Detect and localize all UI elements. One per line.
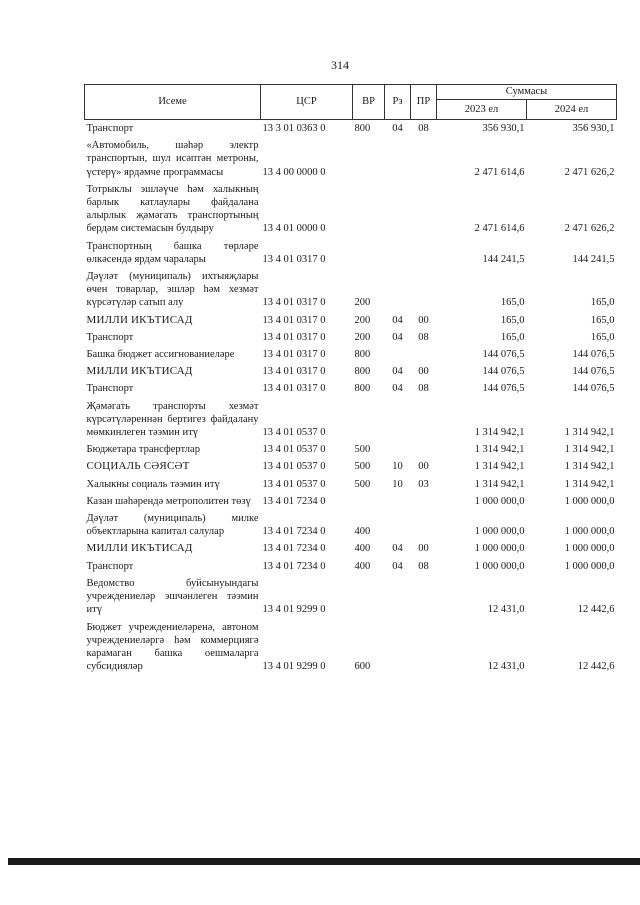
row-rz: 10	[392, 461, 403, 473]
table-row	[85, 558, 617, 575]
row-sum-2023: 1 314 942,1	[474, 461, 525, 473]
row-rz: 04	[392, 543, 403, 555]
row-rz	[385, 268, 411, 312]
row-vr: 500	[354, 461, 371, 473]
row-csr: 13 4 01 0317 0	[262, 314, 326, 326]
table-row	[85, 441, 617, 458]
header-year-2024: 2024 ел	[527, 100, 617, 120]
row-name: Транспортның башка төрләре өлкәсендә ярдәм чаралары	[86, 240, 259, 265]
row-csr: 13 4 01 9299 0	[262, 661, 326, 673]
row-name: Дәүләт (муниципаль) ихтыяҗлары өчен товарлар, эшләр һәм хезмәт күрсәтүләр сатып алу	[86, 271, 259, 309]
header-pr: ПР	[411, 85, 437, 120]
row-csr: 13 4 01 7234 0	[262, 526, 326, 538]
row-vr: 500	[354, 444, 371, 456]
row-pr: 08	[418, 383, 429, 395]
row-vr	[353, 181, 385, 238]
row-csr: 13 4 01 0317 0	[262, 297, 326, 309]
row-rz	[385, 510, 411, 540]
row-sum-2023: 165,0	[500, 314, 525, 326]
row-rz: 04	[392, 383, 403, 395]
row-csr: 13 4 00 0000 0	[262, 166, 326, 178]
row-pr	[411, 238, 437, 268]
row-name: Дәүләт (муниципаль) милке объектларына капитал салулар	[86, 513, 259, 538]
row-sum-2023: 1 000 000,0	[474, 560, 525, 572]
row-csr: 13 4 01 0317 0	[262, 383, 326, 395]
row-vr: 800	[354, 349, 371, 361]
row-name: Тотрыклы эшләүче һәм халыкның барлык катлаулары файдалана алырлык җәмәгать транспортының бердәм системасын булдыру	[86, 183, 259, 235]
row-pr: 08	[418, 331, 429, 343]
header-name: Исеме	[85, 85, 261, 120]
row-name: «Автомобиль, шәһәр электр транспортын, шул исәптән метроны, үстерү» ярдәмче программасы	[86, 140, 259, 178]
row-pr	[411, 441, 437, 458]
row-pr	[411, 181, 437, 238]
row-vr	[353, 238, 385, 268]
row-vr: 200	[354, 331, 371, 343]
row-sum-2024: 356 930,1	[572, 123, 615, 134]
row-sum-2023: 165,0	[500, 297, 525, 309]
row-pr: 03	[418, 478, 429, 490]
row-sum-2024: 2 471 626,2	[564, 166, 615, 178]
row-sum-2023: 144 076,5	[482, 366, 525, 378]
row-rz	[385, 441, 411, 458]
table-row	[85, 238, 617, 268]
table-row	[85, 458, 617, 475]
row-pr: 00	[418, 366, 429, 378]
row-sum-2023: 1 000 000,0	[474, 543, 525, 555]
table-row	[85, 476, 617, 493]
row-rz: 04	[392, 366, 403, 378]
row-vr	[353, 137, 385, 181]
row-rz	[385, 181, 411, 238]
row-sum-2024: 144 076,5	[572, 366, 615, 378]
row-vr: 200	[354, 297, 371, 309]
row-rz	[385, 346, 411, 363]
row-vr: 600	[354, 661, 371, 673]
table-row	[85, 120, 617, 138]
row-pr	[411, 619, 437, 676]
row-rz	[385, 619, 411, 676]
row-vr: 400	[354, 543, 371, 555]
row-sum-2024: 165,0	[590, 314, 615, 326]
row-rz: 04	[392, 314, 403, 326]
row-rz: 10	[392, 478, 403, 490]
header-vr: ВР	[353, 85, 385, 120]
row-rz: 04	[392, 123, 403, 134]
row-sum-2023: 1 000 000,0	[474, 526, 525, 538]
row-name: Транспорт	[86, 560, 134, 572]
row-rz	[385, 398, 411, 442]
table-row	[85, 312, 617, 329]
row-rz	[385, 137, 411, 181]
row-sum-2024: 1 314 942,1	[564, 427, 615, 439]
row-pr	[411, 346, 437, 363]
row-name: Халыкны социаль тәэмин итү	[86, 478, 220, 490]
row-vr: 800	[354, 366, 371, 378]
row-rz: 04	[392, 560, 403, 572]
row-rz: 04	[392, 331, 403, 343]
row-csr: 13 4 01 0537 0	[262, 461, 326, 473]
table-row	[85, 540, 617, 557]
table-row	[85, 268, 617, 312]
row-sum-2024: 1 000 000,0	[564, 526, 615, 538]
row-pr: 00	[418, 543, 429, 555]
row-name: Башка бюджет ассигнованиеләре	[86, 349, 235, 361]
row-name: Транспорт	[86, 383, 134, 395]
row-vr: 400	[354, 560, 371, 572]
row-name: МИЛЛИ ИКЪТИСАД	[86, 365, 193, 378]
row-pr	[411, 137, 437, 181]
row-csr: 13 4 01 0537 0	[262, 427, 326, 439]
row-vr	[353, 493, 385, 510]
row-sum-2023: 144 076,5	[482, 383, 525, 395]
row-sum-2023: 12 431,0	[487, 604, 525, 616]
header-year-2023: 2023 ел	[437, 100, 527, 120]
row-csr: 13 4 01 7234 0	[262, 543, 326, 555]
row-sum-2023: 165,0	[500, 331, 525, 343]
budget-table	[84, 84, 617, 675]
row-name: Казан шәһәрендә метрополитен төзү	[86, 495, 251, 507]
row-pr	[411, 575, 437, 619]
table-row	[85, 619, 617, 676]
row-sum-2023: 2 471 614,6	[474, 223, 525, 235]
row-csr: 13 4 01 0000 0	[262, 223, 326, 235]
table-row	[85, 380, 617, 397]
row-pr: 00	[418, 461, 429, 473]
row-sum-2024: 12 442,6	[577, 604, 615, 616]
header-sums: Суммасы	[437, 85, 617, 100]
row-name: Бюджет учреждениеләренә, автоном учреждениеләргә һәм коммерциягә карамаган башка оешмаларга субсидияләр	[86, 621, 259, 673]
header-rz: Рз	[385, 85, 411, 120]
row-name: Җәмәгать транспорты хезмәт күрсәтүләреннән бертигез файдалану мөмкинлеген тәэмин итү	[86, 400, 259, 439]
row-pr	[411, 268, 437, 312]
row-rz	[385, 238, 411, 268]
row-name: Ведомство буйсынуындагы учреждениеләр эшчәнлеген тәэмин итү	[86, 577, 259, 616]
row-csr: 13 4 01 0317 0	[262, 331, 326, 343]
table-row	[85, 329, 617, 346]
row-vr	[353, 575, 385, 619]
row-sum-2024: 144 076,5	[572, 383, 615, 395]
row-sum-2023: 356 930,1	[482, 123, 525, 134]
row-name: МИЛЛИ ИКЪТИСАД	[86, 313, 193, 326]
row-name: МИЛЛИ ИКЪТИСАД	[86, 542, 193, 555]
row-sum-2024: 165,0	[590, 297, 615, 309]
footer-bar	[8, 858, 640, 865]
row-sum-2023: 12 431,0	[487, 661, 525, 673]
row-sum-2023: 2 471 614,6	[474, 166, 525, 178]
row-sum-2023: 1 314 942,1	[474, 427, 525, 439]
row-csr: 13 4 01 0317 0	[262, 349, 326, 361]
row-sum-2024: 1 314 942,1	[564, 444, 615, 456]
row-pr: 00	[418, 314, 429, 326]
row-vr: 400	[354, 526, 371, 538]
table-row	[85, 137, 617, 181]
row-pr	[411, 398, 437, 442]
row-sum-2024: 1 314 942,1	[564, 461, 615, 473]
row-pr	[411, 493, 437, 510]
row-csr: 13 4 01 0317 0	[262, 366, 326, 378]
row-sum-2023: 144 241,5	[482, 253, 525, 265]
row-sum-2024: 165,0	[590, 331, 615, 343]
row-pr: 08	[418, 123, 429, 134]
row-csr: 13 4 01 0537 0	[262, 478, 326, 490]
row-csr: 13 4 01 0537 0	[262, 444, 326, 456]
table-row	[85, 575, 617, 619]
row-rz	[385, 575, 411, 619]
row-sum-2024: 144 241,5	[572, 253, 615, 265]
header-csr: ЦСР	[261, 85, 353, 120]
row-rz	[385, 493, 411, 510]
row-sum-2023: 144 076,5	[482, 349, 525, 361]
page-number: 314	[331, 58, 349, 72]
row-csr: 13 4 01 7234 0	[262, 495, 326, 507]
row-csr: 13 4 01 0317 0	[262, 253, 326, 265]
table-row	[85, 493, 617, 510]
table-row	[85, 363, 617, 380]
row-sum-2024: 1 000 000,0	[564, 495, 615, 507]
row-sum-2024: 12 442,6	[577, 661, 615, 673]
row-name: Транспорт	[86, 123, 134, 134]
row-name: СОЦИАЛЬ СӘЯСӘТ	[86, 460, 190, 473]
row-pr: 08	[418, 560, 429, 572]
row-sum-2024: 1 000 000,0	[564, 543, 615, 555]
table-row	[85, 346, 617, 363]
table-row	[85, 181, 617, 238]
table-body	[85, 120, 617, 676]
row-vr: 800	[354, 383, 371, 395]
row-vr: 500	[354, 478, 371, 490]
row-csr: 13 4 01 7234 0	[262, 560, 326, 572]
table-row	[85, 398, 617, 442]
row-vr	[353, 398, 385, 442]
row-sum-2023: 1 314 942,1	[474, 444, 525, 456]
row-sum-2024: 144 076,5	[572, 349, 615, 361]
row-pr	[411, 510, 437, 540]
row-csr: 13 4 01 9299 0	[262, 604, 326, 616]
table-row	[85, 510, 617, 540]
row-csr: 13 3 01 0363 0	[262, 123, 326, 134]
row-sum-2024: 2 471 626,2	[564, 223, 615, 235]
row-vr: 200	[354, 314, 371, 326]
row-sum-2024: 1 314 942,1	[564, 478, 615, 490]
row-sum-2023: 1 314 942,1	[474, 478, 525, 490]
row-name: Бюджетара трансфертлар	[86, 444, 200, 456]
row-sum-2024: 1 000 000,0	[564, 560, 615, 572]
row-sum-2023: 1 000 000,0	[474, 495, 525, 507]
row-vr: 800	[354, 123, 371, 134]
row-name: Транспорт	[86, 331, 134, 343]
